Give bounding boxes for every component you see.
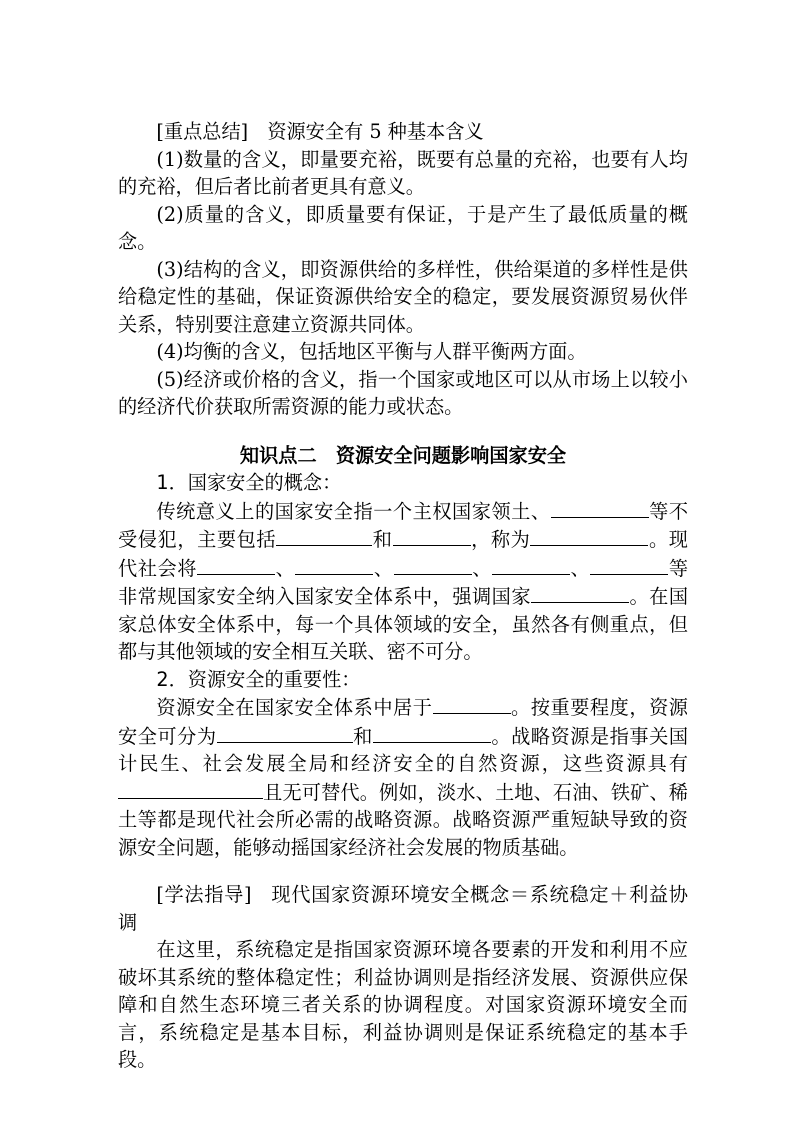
document-page <box>118 118 688 1074</box>
method-body: 在这里，系统稳定是指国家资源环境各要素的开发和利用不应破坏其系统的整体稳定性；利益协调则是指经济发展、资源供应保障和自然生态环境三者关系的协调程度。对国家资源环境安全而言，系统稳定是基本目标，利益协调则是保证系统稳定的基本手段。 <box>118 938 688 1071</box>
text-run: ，称为 <box>470 528 531 551</box>
blank-line[interactable] <box>590 554 668 575</box>
text-run: 、 <box>373 556 394 580</box>
blank-line[interactable] <box>197 554 275 575</box>
summary-item: (5)经济或价格的含义，指一个国家或地区可以从市场上以较小的经济代价获取所需资源的能力或状态。 <box>118 367 688 418</box>
subsection-title: 1．国家安全的概念： <box>156 471 342 494</box>
section-heading: 知识点二 资源安全问题影响国家安全 <box>239 443 567 467</box>
text-run: 。按重要程度，资源安全可分为 <box>118 696 688 748</box>
text-run: 。战略资源是指事关国计民生、社会发展全局和经济安全的自然资源，这些资源具有 <box>118 724 689 775</box>
method-title: 现代国家资源环境安全概念＝系统稳定＋利益协调 <box>118 883 688 934</box>
summary-title: 资源安全有 5 种基本含义 <box>267 120 484 143</box>
text-run: 资源安全在国家安全体系中居于 <box>156 696 433 719</box>
blank-line[interactable] <box>551 497 649 518</box>
summary-item: (2)质量的含义，即质量要有保证，于是产生了最低质量的概念。 <box>118 202 688 253</box>
blank-line[interactable] <box>217 722 353 743</box>
summary-tag: [重点总结] <box>156 120 249 143</box>
blank-line[interactable] <box>531 582 629 603</box>
method-heading <box>118 881 688 936</box>
blank-line[interactable] <box>394 554 472 575</box>
blank-line[interactable] <box>276 525 372 546</box>
text-run: 、 <box>275 556 296 580</box>
fill-blank-paragraph <box>118 497 688 666</box>
method-tag: [学法指导] <box>156 883 252 906</box>
blank-line[interactable] <box>530 525 648 546</box>
text-run: 等不受侵犯，主要包括 <box>118 499 689 551</box>
text-run: 和 <box>372 528 393 551</box>
text-run: 和 <box>352 724 373 748</box>
blank-line[interactable] <box>373 722 491 743</box>
subsection-title: 2．资源安全的重要性： <box>156 667 361 691</box>
text-run: 、 <box>569 556 591 580</box>
text-run: 。现代社会将 <box>118 528 688 580</box>
text-run: 传统意义上的国家安全指一个主权国家领土、 <box>156 499 551 523</box>
summary-heading <box>118 118 688 146</box>
summary-item: (4)均衡的含义，包括地区平衡与人群平衡两方面。 <box>156 340 587 363</box>
text-run: 、 <box>471 556 492 580</box>
spacer <box>118 861 688 881</box>
text-run: 且无可替代。例如，淡水、土地、石油、铁矿、稀土等都是现代社会所必需的战略资源。战略资源严重短缺导致的资源安全问题，能够动摇国家经济社会发展的物质基础。 <box>118 780 688 859</box>
blank-line[interactable] <box>492 554 570 575</box>
fill-blank-paragraph <box>118 693 688 861</box>
blank-line[interactable] <box>295 554 373 575</box>
summary-item: (1)数量的含义，即量要充裕，既要有总量的充裕，也要有人均的充裕，但后者比前者更具有意义。 <box>118 147 688 198</box>
summary-item: (3)结构的含义，即资源供给的多样性，供给渠道的多样性是供给稳定性的基础，保证资源供给安全的稳定，要发展资源贸易伙伴关系，特别要注意建立资源共同体。 <box>118 257 688 336</box>
blank-line[interactable] <box>118 778 263 799</box>
text-run: 等非常规国家安全纳入国家安全体系中，强调国家 <box>118 556 688 608</box>
text-run: 。在国家总体安全体系中，每一个具体领域的安全，虽然各有侧重点，但都与其他领域的安全相互关联、密不可分。 <box>118 585 689 663</box>
blank-line[interactable] <box>393 525 471 546</box>
blank-line[interactable] <box>433 693 511 714</box>
